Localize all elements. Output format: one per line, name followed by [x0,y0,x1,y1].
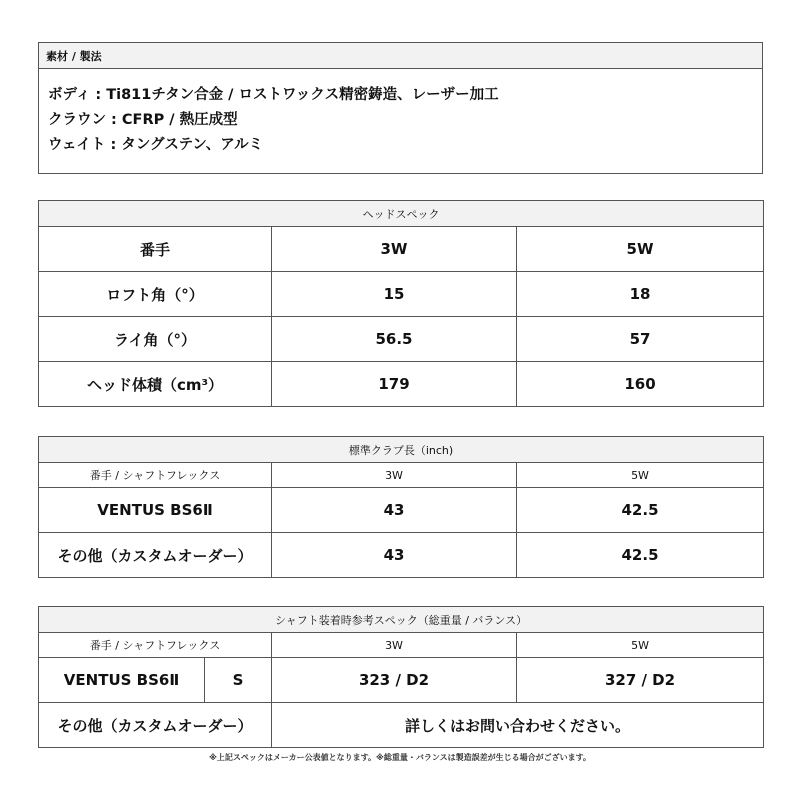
head-spec-table [38,200,764,407]
row-label: VENTUS BS6Ⅱ [39,488,272,533]
table-row [39,703,764,748]
table-header-row [39,633,764,658]
head-spec-title: ヘッドスペック [39,201,764,227]
table-header-row [39,463,764,488]
table-row [39,272,764,317]
cell-5w: 57 [517,317,764,362]
shaft-flex: S [205,658,272,703]
footnote: ※上記スペックはメーカー公表値となります。※総重量・バランスは製造誤差が生じる場合がございます。 [209,753,591,762]
cell-3w: 179 [272,362,517,407]
table-row [39,488,764,533]
inquiry-cell: 詳しくはお問い合わせください。 [272,703,764,748]
material-table [38,42,763,174]
shaft-name: VENTUS BS6Ⅱ [39,658,205,703]
row-label: その他（カスタムオーダー） [39,703,272,748]
row-label: その他（カスタムオーダー） [39,533,272,578]
cell-5w: 18 [517,272,764,317]
cell-5w: 160 [517,362,764,407]
cell-5w: 42.5 [517,533,764,578]
shaft-spec-table [38,606,764,748]
header-3w: 3W [272,463,517,488]
material-line-weight: ウェイト : タングステン、アルミ [48,137,264,153]
row-label: ライ角（°） [39,317,272,362]
table-row [39,533,764,578]
material-line-crown: クラウン : CFRP / 熱圧成型 [48,112,238,128]
cell-5w: 5W [517,227,764,272]
club-length-table [38,436,764,578]
club-length-title: 標準クラブ長（inch) [39,437,764,463]
header-label: 番手 / シャフトフレックス [39,633,272,658]
row-label: ロフト角（°） [39,272,272,317]
material-title: 素材 / 製法 [39,43,763,69]
table-row [39,658,764,703]
cell-3w: 43 [272,533,517,578]
row-label: ヘッド体積（cm³） [39,362,272,407]
cell-3w: 3W [272,227,517,272]
header-3w: 3W [272,633,517,658]
shaft-spec-title: シャフト装着時参考スペック（総重量 / バランス） [39,607,764,633]
table-row [39,227,764,272]
header-5w: 5W [517,633,764,658]
cell-3w: 56.5 [272,317,517,362]
cell-3w: 323 / D2 [272,658,517,703]
material-body [39,69,763,174]
row-label: 番手 [39,227,272,272]
material-line-body: ボディ : Ti811チタン合金 / ロストワックス精密鋳造、レーザー加工 [48,87,499,103]
table-row [39,362,764,407]
header-label: 番手 / シャフトフレックス [39,463,272,488]
table-row [39,317,764,362]
cell-3w: 15 [272,272,517,317]
cell-3w: 43 [272,488,517,533]
cell-5w: 42.5 [517,488,764,533]
cell-5w: 327 / D2 [517,658,764,703]
header-5w: 5W [517,463,764,488]
